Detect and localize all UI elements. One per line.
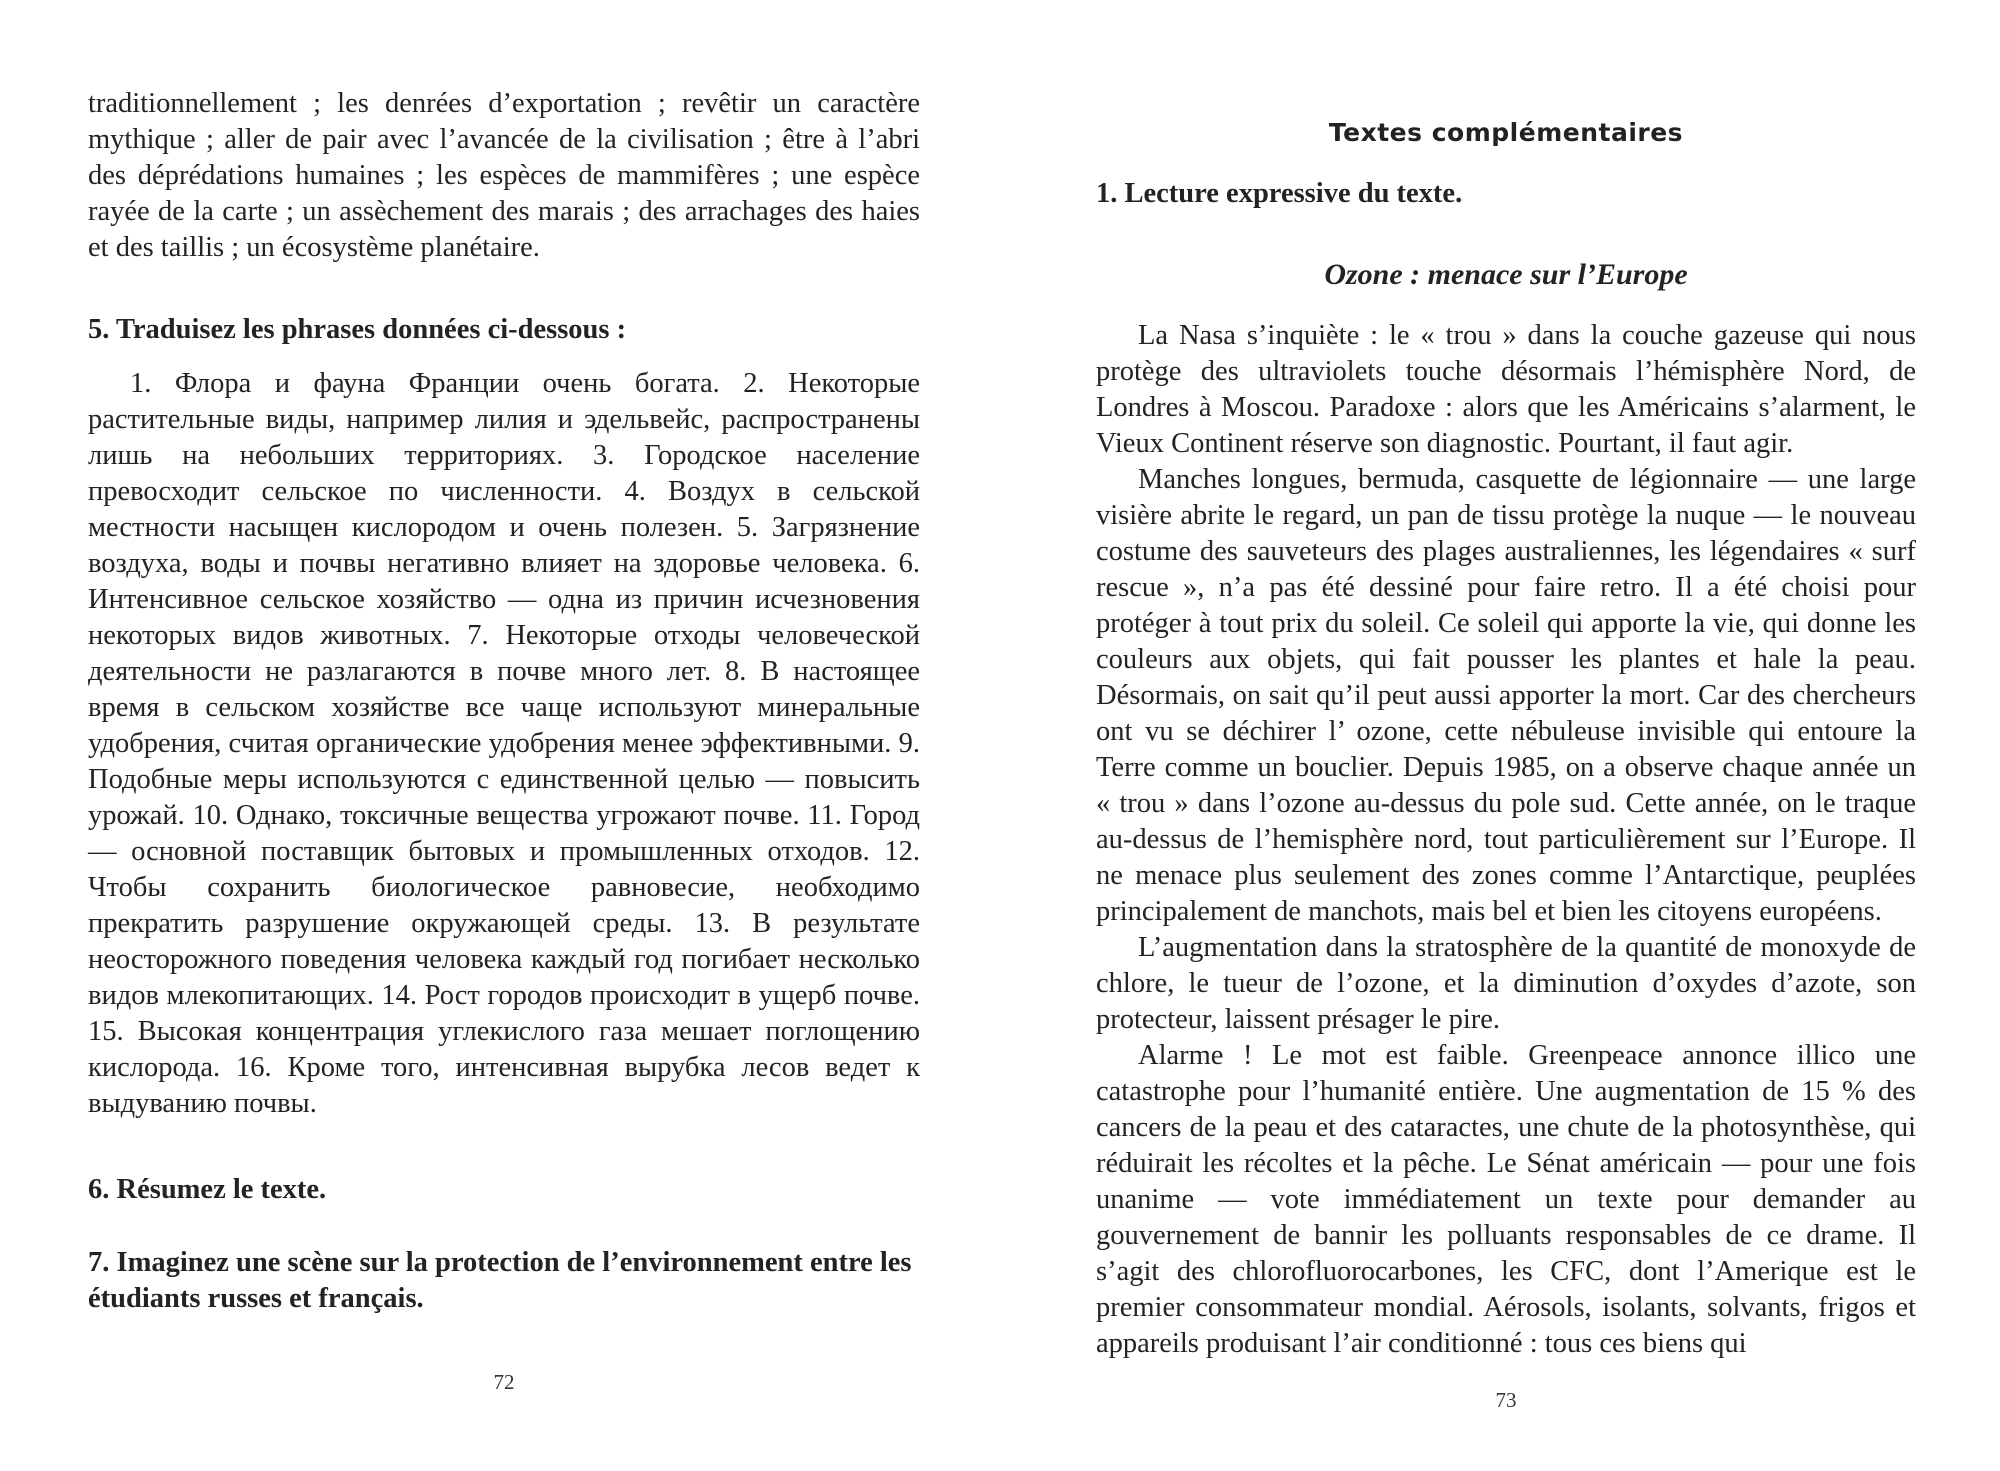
article-body: [1096, 318, 1916, 1362]
article-title: Ozone : menace sur l’Europe: [1324, 258, 1688, 291]
section-title: Textes complémentaires: [1328, 118, 1684, 147]
page-number: 72: [493, 1370, 515, 1394]
exercise-7-heading: 7. Imaginez une scène sur la protection de l’environnement entre les étudiants russes et français.: [88, 1247, 912, 1314]
exercise-6-heading: 6. Résumez le texte.: [88, 1174, 327, 1205]
left-page: [88, 0, 920, 1471]
right-page: [1096, 0, 1916, 1471]
article-paragraph: La Nasa s’inquiète : le « trou » dans la couche gazeuse qui nous protège des ultraviolets touche désormais l’hémisphère Nord, de Londres à Moscou. Paradoxe : alors que les Américains s’alarment, le Vieux Continent réserve son diagnostic. Pourtant, il faut agir.: [1096, 320, 1916, 459]
article-paragraph: L’augmentation dans la stratosphère de la quantité de monoxyde de chlore, le tueur de l’ozone, et la diminution d’oxydes d’azote, son protecteur, laissent présager le pire.: [1096, 932, 1916, 1035]
exercise-5-text: 1. Флора и фауна Франции очень богата. 2. Некоторые растительные виды, например лилия и эдельвейс, распространены лишь на небольших территориях. 3. Городское население превосходит сельское по численности. 4. Воздух в сельской местности насыщен кислородом и очень полезен. 5. Загрязнение воздуха, воды и почвы негативно влияет на здоровье человека. 6. Интенсивное сельское хозяйство — одна из причин исчезновения некоторых видов животных. 7. Некоторые отходы человеческой деятельности не разлагаются в почве много лет. 8. В настоящее время в сельском хозяйстве все чаще используют минеральные удобрения, считая органические удобрения менее эффективными. 9. Подобные меры используются с единственной целью — повысить урожай. 10. Однако, токсичные вещества угрожают почве. 11. Город — основной поставщик бытовых и промышленных отходов. 12. Чтобы сохранить биологическое равновесие, необходимо прекратить разрушение окружающей среды. 13. В результате неосторожного поведения человека каждый год погибает несколько видов млекопитающих. 14. Рост городов происходит в ущерб почве. 15. Высокая концентрация углекислого газа мешает поглощению кислорода. 16. Кроме того, интенсивная вырубка лесов ведет к выдуванию почвы.: [88, 368, 920, 1119]
exercise-5-heading: 5. Traduisez les phrases données ci-dessous :: [88, 314, 627, 345]
exercise-1-heading: 1. Lecture expressive du texte.: [1096, 178, 1463, 209]
page-number: 73: [1495, 1388, 1517, 1412]
vocabulary-continuation: traditionnellement ; les denrées d’exportation ; revêtir un caractère mythique ; aller de pair avec l’avancée de la civilisation ; être à l’abri des déprédations humaines ; les espèces de mammifères ; une espèce rayée de la carte ; un assèchement des marais ; des arrachages des haies et des taillis ; un écosystème planétaire.: [88, 88, 920, 263]
article-paragraph: Alarme ! Le mot est faible. Greenpeace annonce illico une catastrophe pour l’humanité entière. Une augmentation de 15 % des cancers de la peau et des cataractes, une chute de la photosynthèse, qui réduirait les récoltes et la pêche. Le Sénat américain — pour une fois unanime — vote immédiatement un texte pour demander au gouvernement de bannir les polluants responsables de ce drame. Il s’agit des chlorofluorocarbones, les CFC, dont l’Amerique est le premier consommateur mondial. Aérosols, isolants, solvants, frigos et appareils produisant l’air conditionné : tous ces biens qui: [1096, 1040, 1916, 1359]
article-paragraph: Manches longues, bermuda, casquette de légionnaire — une large visière abrite le regard, un pan de tissu protège la nuque — le nouveau costume des sauveteurs des plages australiennes, les légendaires « surf rescue », n’a pas été dessiné pour faire retro. Il a été choisi pour protéger à tout prix du soleil. Ce soleil qui apporte la vie, qui donne les couleurs aux objets, qui fait pousser les plantes et hale la peau. Désormais, on sait qu’il peut aussi apporter la mort. Car des chercheurs ont vu se déchirer l’ ozone, cette nébuleuse invisible qui entoure la Terre comme un bouclier. Depuis 1985, on a observe chaque année un « trou » dans l’ozone au-dessus du pole sud. Cette année, on le traque au-dessus de l’hemisphère nord, tout particulièrement sur l’Europe. Il ne menace plus seulement des zones comme l’Antarctique, peuplées principalement de manchots, mais bel et bien les citoyens européens.: [1096, 464, 1916, 927]
